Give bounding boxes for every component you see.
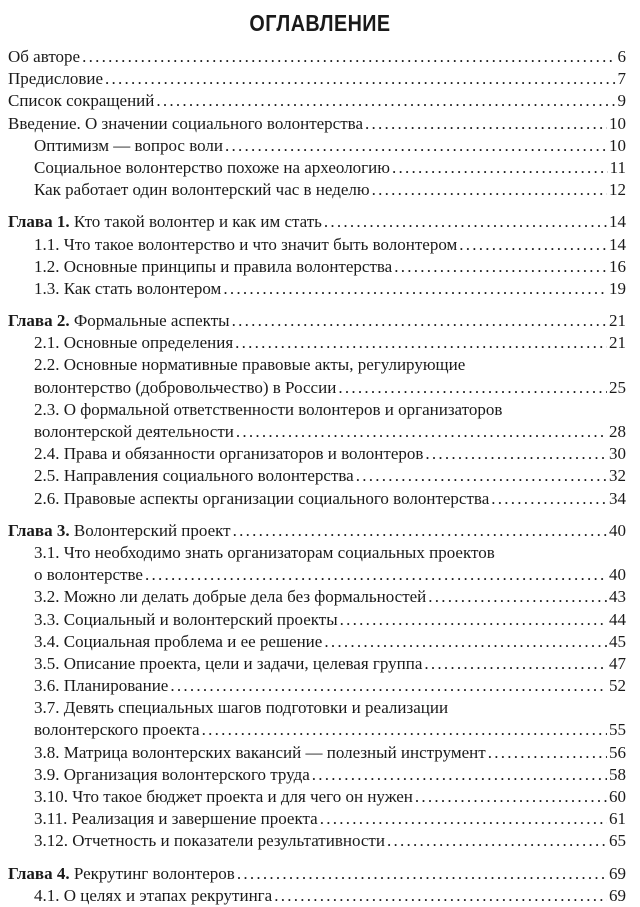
toc-entry-page: 16 xyxy=(609,256,626,276)
toc-entry-title: Об авторе xyxy=(8,47,81,66)
toc-entry-page: 14 xyxy=(609,212,626,232)
toc-entry-title: 2.5. Направления социального волонтерства xyxy=(34,466,354,486)
toc-entry xyxy=(0,332,640,354)
toc-entry-page: 69 xyxy=(609,885,626,905)
toc-entry-page: 10 xyxy=(609,135,626,155)
dot-leader xyxy=(233,520,607,542)
page-title: ОГЛАВЛЕНИЕ xyxy=(249,10,391,36)
toc-entry xyxy=(0,830,640,852)
toc-entry-page: 58 xyxy=(609,764,626,784)
toc-entry-page: 56 xyxy=(609,742,626,762)
toc-entry-title: 3.6. Планирование xyxy=(34,676,169,696)
toc-entry xyxy=(0,564,640,586)
toc-entry-title: Как работает один волонтерский час в неделю xyxy=(34,180,370,200)
toc-entry-page: 11 xyxy=(609,157,626,177)
toc-entry-title: 1.1. Что такое волонтерство и что значит быть волонтером xyxy=(34,234,458,254)
dot-leader xyxy=(236,421,607,443)
toc-entry xyxy=(0,68,640,90)
chapter-title: Формальные аспекты xyxy=(73,311,230,331)
dot-leader xyxy=(392,157,608,179)
toc-entry xyxy=(0,377,640,399)
dot-leader xyxy=(223,278,607,300)
toc-entry-title-line1: 2.2. Основные нормативные правовые акты, регулирующие xyxy=(34,355,466,375)
toc-entry-page: 6 xyxy=(617,47,626,66)
toc-entry-title: 2.1. Основные определения xyxy=(34,333,234,353)
toc-chapter-entry xyxy=(0,520,640,542)
toc-entry-page: 28 xyxy=(609,422,626,441)
toc-chapter-entry xyxy=(0,310,640,332)
toc-entry-title: 2.6. Правовые аспекты организации социального волонтерства xyxy=(34,488,490,508)
chapter-number: Глава 3. xyxy=(8,520,70,540)
toc-entry xyxy=(0,90,640,112)
dot-leader xyxy=(488,742,607,764)
toc-entry-page: 55 xyxy=(609,720,626,740)
toc-entry-page: 40 xyxy=(609,520,626,540)
dot-leader xyxy=(491,488,607,510)
toc-entry-page: 12 xyxy=(609,180,626,200)
toc-entry-page: 7 xyxy=(617,69,626,89)
dot-leader xyxy=(232,310,607,332)
toc-entry-page: 61 xyxy=(609,809,626,829)
toc-entry-title-line2: о волонтерстве xyxy=(34,565,143,585)
toc-entry-title: Список сокращений xyxy=(8,91,155,111)
dot-leader xyxy=(394,256,607,278)
toc-entry-page: 52 xyxy=(609,676,626,696)
toc-entry-page: 19 xyxy=(609,278,626,298)
toc-entry xyxy=(0,113,640,135)
dot-leader xyxy=(324,211,607,233)
dot-leader xyxy=(82,46,615,68)
toc-entry xyxy=(0,488,640,510)
dot-leader xyxy=(372,179,607,201)
chapter-title: Рекрутинг волонтеров xyxy=(73,863,235,883)
toc-entry-title: 3.4. Социальная проблема и ее решение xyxy=(34,631,323,651)
dot-leader xyxy=(235,332,607,354)
toc-entry-title xyxy=(8,211,322,233)
dot-leader xyxy=(274,885,607,907)
toc-entry xyxy=(0,179,640,201)
toc-entry-title: Оптимизм — вопрос воли xyxy=(34,135,223,155)
toc-entry xyxy=(0,586,640,608)
toc-multiline-entry xyxy=(0,542,640,586)
dot-leader xyxy=(356,465,607,487)
toc-entry-page: 44 xyxy=(609,609,626,629)
toc-entry-title-line1: 3.1. Что необходимо знать организаторам социальных проектов xyxy=(34,542,495,562)
dot-leader xyxy=(225,135,607,157)
toc-entry xyxy=(0,46,640,68)
toc-entry-title xyxy=(8,520,231,542)
toc-chapter-entry xyxy=(0,863,640,885)
dot-leader xyxy=(145,564,607,586)
toc-entry xyxy=(0,443,640,465)
toc-entry-title: 1.2. Основные принципы и правила волонтерства xyxy=(34,256,393,276)
dot-leader xyxy=(237,863,607,885)
dot-leader xyxy=(202,719,607,741)
toc-entry xyxy=(0,653,640,675)
toc-entry-page: 34 xyxy=(609,488,626,508)
toc-entry xyxy=(0,234,640,256)
chapter-title: Волонтерский проект xyxy=(73,520,231,540)
dot-leader xyxy=(459,234,607,256)
toc-entry-title: 3.5. Описание проекта, цели и задачи, целевая группа xyxy=(34,653,423,673)
toc-entry-title xyxy=(8,310,230,332)
toc-entry-title-line1: 3.7. Девять специальных шагов подготовки и реализации xyxy=(34,698,449,718)
chapter-number: Глава 4. xyxy=(8,863,70,883)
toc-entry-page: 25 xyxy=(609,377,626,397)
toc-entry-title xyxy=(8,863,235,885)
dot-leader xyxy=(425,443,607,465)
toc-multiline-entry xyxy=(0,697,640,741)
toc-entry-title-line1: 2.3. О формальной ответственности волонтеров и организаторов xyxy=(34,399,503,419)
dot-leader xyxy=(365,113,607,135)
toc-entry-page: 30 xyxy=(609,444,626,464)
toc-entry-page: 40 xyxy=(609,565,626,585)
dot-leader xyxy=(338,377,607,399)
toc-entry xyxy=(0,808,640,830)
toc-entry-page: 9 xyxy=(617,91,626,111)
toc-entry-title: 3.3. Социальный и волонтерский проекты xyxy=(34,609,338,629)
toc-entry xyxy=(0,609,640,631)
dot-leader xyxy=(340,609,607,631)
toc-entry-page: 43 xyxy=(609,587,626,607)
toc-chapter-entry xyxy=(0,211,640,233)
dot-leader xyxy=(320,808,607,830)
toc-entry xyxy=(0,421,640,443)
toc-entry xyxy=(0,157,640,179)
toc-entry-title: 4.1. О целях и этапах рекрутинга xyxy=(34,885,273,905)
toc-entry-page: 69 xyxy=(609,863,626,883)
toc-entry-title: Введение. О значении социального волонтерства xyxy=(8,113,363,133)
toc-entry xyxy=(0,256,640,278)
toc-entry-title: 1.3. Как стать волонтером xyxy=(34,278,222,298)
toc-multiline-entry xyxy=(0,354,640,398)
toc-entry-page: 21 xyxy=(609,333,626,353)
toc-entry-page: 65 xyxy=(609,831,626,851)
dot-leader xyxy=(324,631,607,653)
toc-entry-title: Предисловие xyxy=(8,69,104,89)
chapter-number: Глава 1. xyxy=(8,212,70,232)
toc-entry xyxy=(0,764,640,786)
toc-entry xyxy=(0,885,640,907)
dot-leader xyxy=(105,68,615,90)
toc-entry-title: 3.11. Реализация и завершение проекта xyxy=(34,809,318,829)
toc-entry-title: 3.2. Можно ли делать добрые дела без формальностей xyxy=(34,587,427,607)
chapter-title: Кто такой волонтер и как им стать xyxy=(73,212,322,232)
table-of-contents xyxy=(0,46,640,907)
toc-entry-title: Социальное волонтерство похоже на археологию xyxy=(34,157,390,177)
dot-leader xyxy=(424,653,607,675)
toc-entry xyxy=(0,786,640,808)
toc-entry-title-line2: волонтерство (добровольчество) в России xyxy=(34,377,337,397)
dot-leader xyxy=(428,586,607,608)
toc-entry xyxy=(0,465,640,487)
toc-entry-title-line2: волонтерской деятельности xyxy=(34,422,234,441)
toc-entry-title: 3.8. Матрица волонтерских вакансий — полезный инструмент xyxy=(34,742,486,762)
toc-entry xyxy=(0,278,640,300)
toc-multiline-entry xyxy=(0,399,640,443)
chapter-number: Глава 2. xyxy=(8,311,70,331)
toc-entry-title: 2.4. Права и обязанности организаторов и волонтеров xyxy=(34,444,424,464)
toc-entry-title: 3.9. Организация волонтерского труда xyxy=(34,764,310,784)
toc-entry xyxy=(0,719,640,741)
toc-entry-page: 32 xyxy=(609,466,626,486)
toc-entry xyxy=(0,742,640,764)
toc-entry-page: 21 xyxy=(609,311,626,331)
dot-leader xyxy=(170,675,607,697)
toc-entry-page: 45 xyxy=(609,631,626,651)
toc-entry-title: 3.12. Отчетность и показатели результативности xyxy=(34,831,385,851)
toc-entry-page: 10 xyxy=(609,113,626,133)
toc-entry xyxy=(0,675,640,697)
toc-entry-title-line2: волонтерского проекта xyxy=(34,720,200,740)
toc-entry xyxy=(0,631,640,653)
dot-leader xyxy=(415,786,607,808)
toc-entry-page: 14 xyxy=(609,234,626,254)
dot-leader xyxy=(312,764,607,786)
toc-entry xyxy=(0,135,640,157)
toc-entry-page: 47 xyxy=(609,653,626,673)
dot-leader xyxy=(156,90,615,112)
toc-entry-page: 60 xyxy=(609,787,626,806)
toc-entry-title: 3.10. Что такое бюджет проекта и для чего он нужен xyxy=(34,787,413,806)
dot-leader xyxy=(387,830,607,852)
